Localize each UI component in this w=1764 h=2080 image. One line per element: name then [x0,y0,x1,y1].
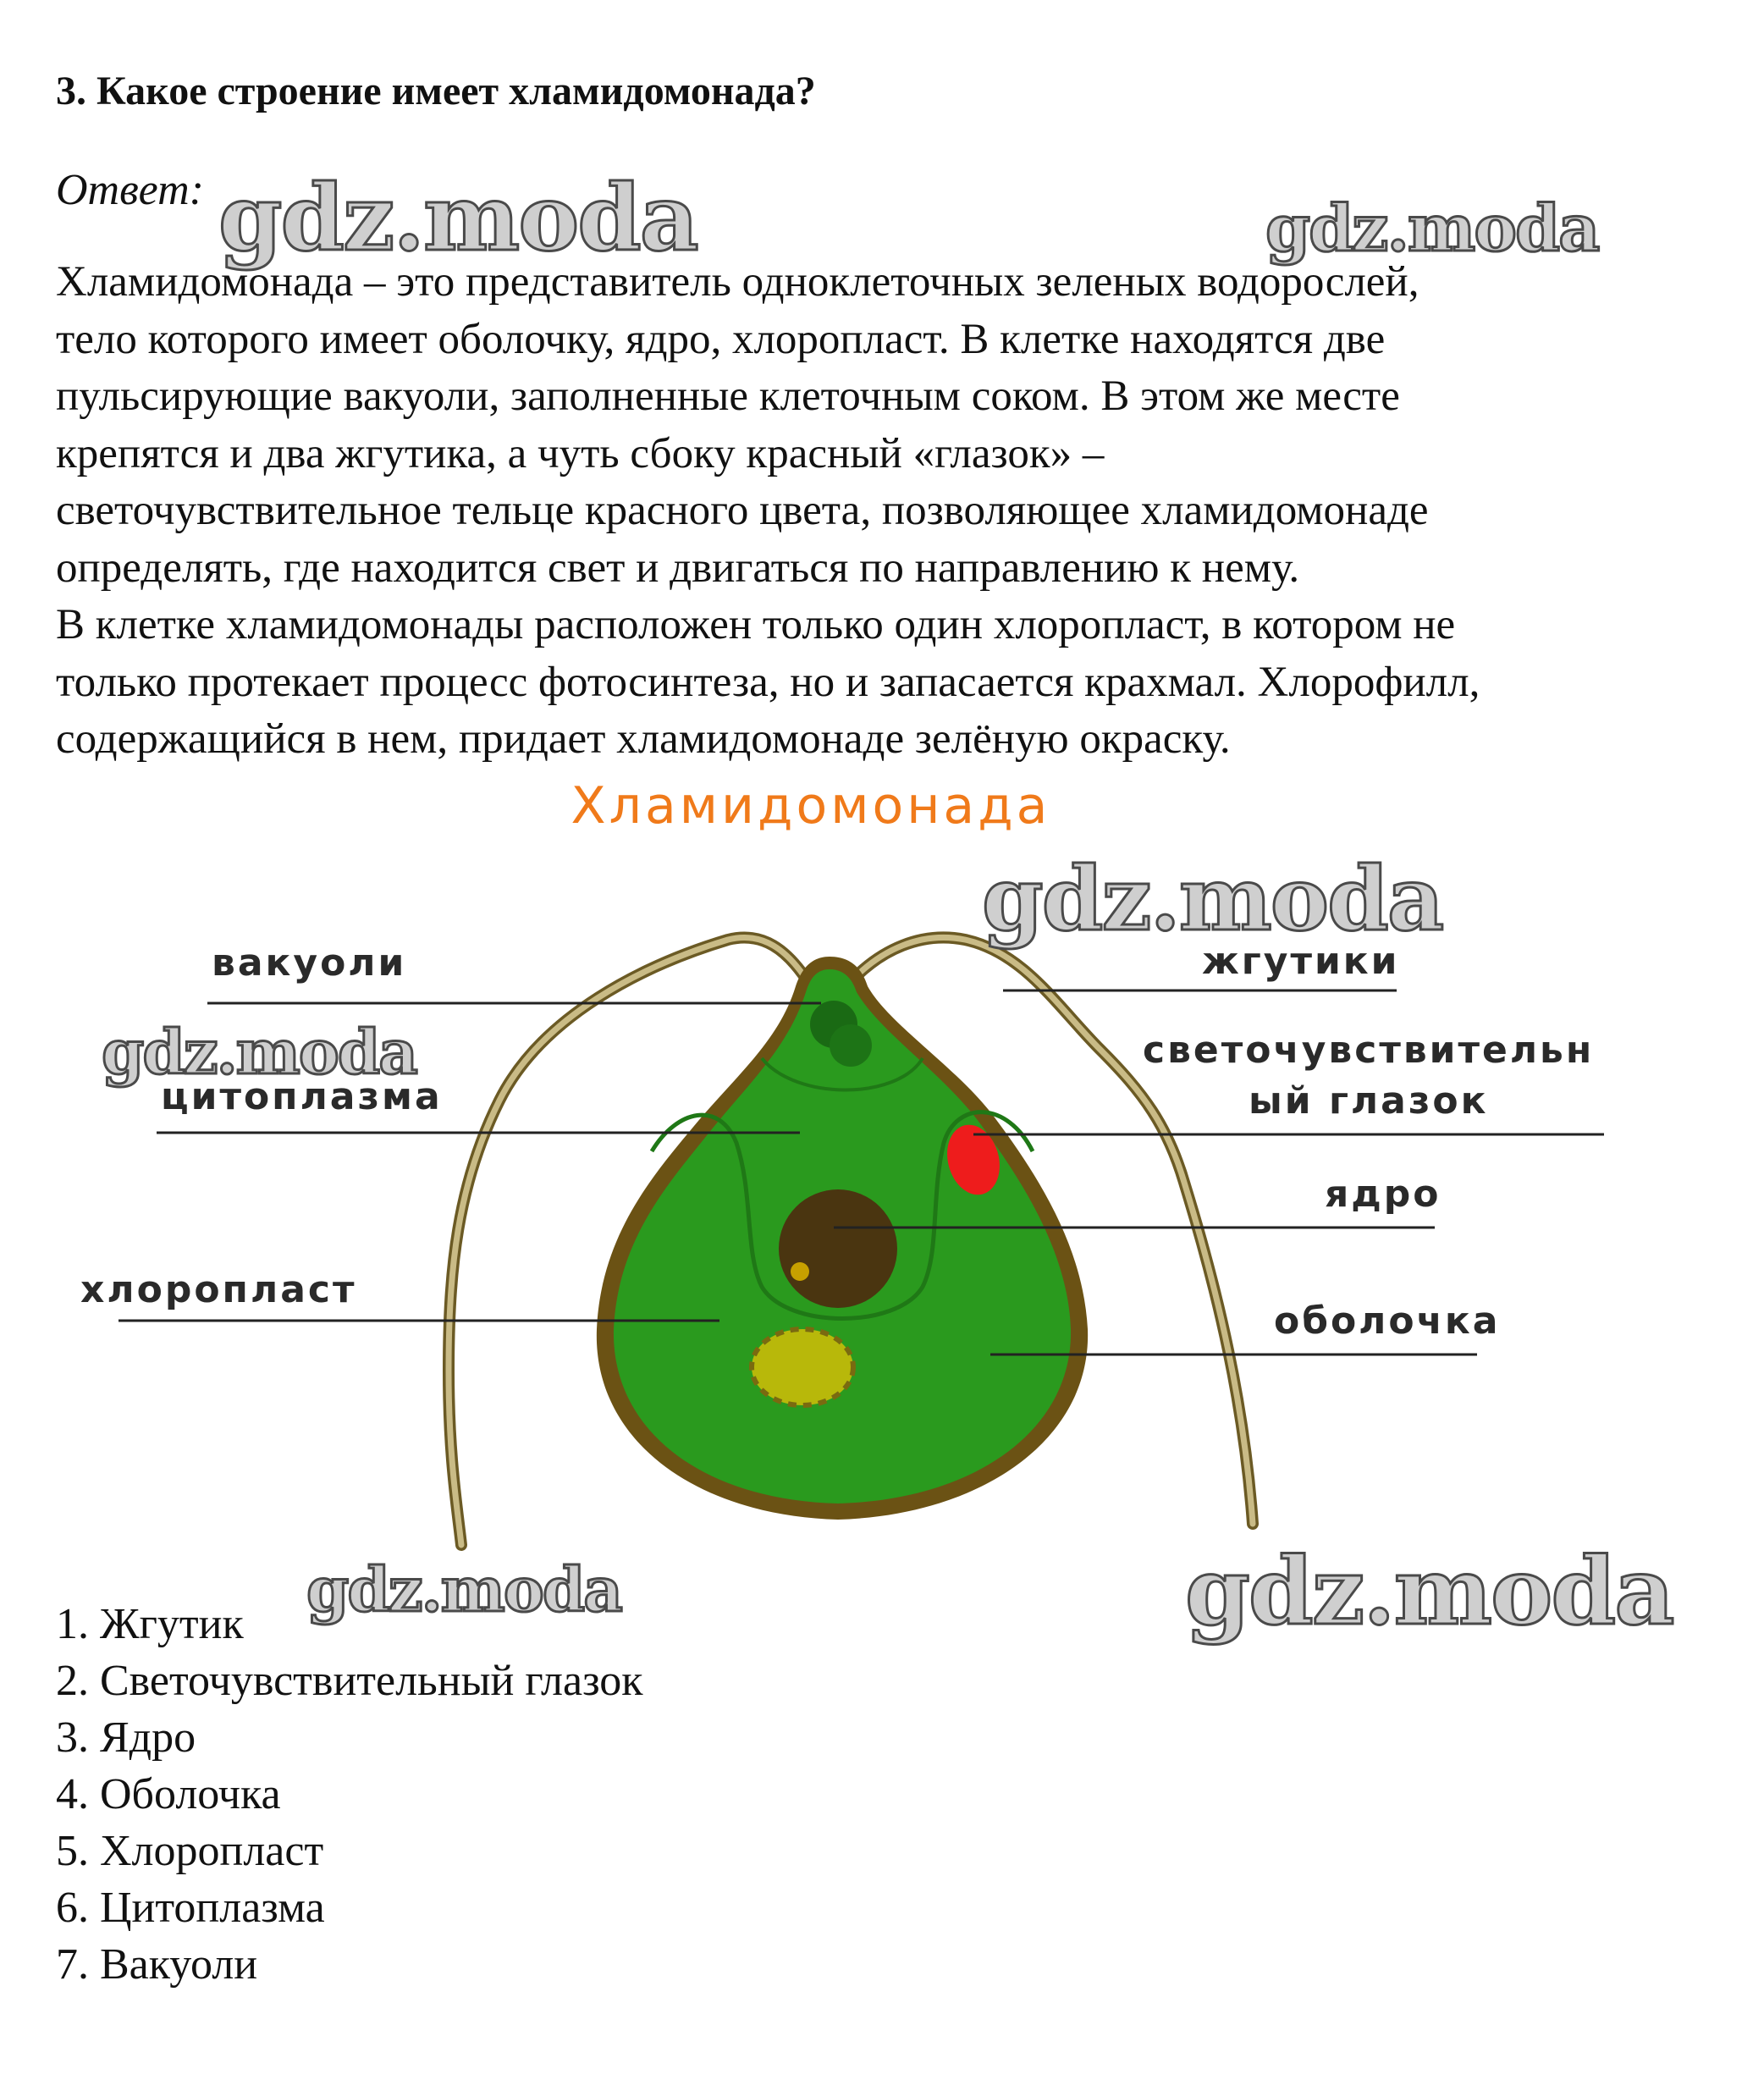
label-nucleus: ядро [1325,1172,1442,1216]
label-flagella: жгутики [1202,940,1400,983]
paragraph-line: Хламидомонада – это представитель одноклеточных зеленых водорослей, [56,258,1419,306]
paragraph-line: содержащийся в нем, придает хламидомонаде зелёную окраску. [56,715,1231,763]
watermark: gdz.moda [218,165,697,272]
label-cytoplasm: цитоплазма [161,1075,443,1118]
paragraph-line: светочувствительное тельце красного цвета, позволяющее хламидомонаде [56,487,1429,534]
paragraph-line: только протекает процесс фотосинтеза, но и запасается крахмал. Хлорофилл, [56,658,1480,706]
paragraph-line: В клетке хламидомонады расположен только один хлоропласт, в котором не [56,601,1456,648]
watermark: gdz.moda [1185,1537,1673,1646]
label-chloroplast: хлоропласт [80,1268,357,1311]
list-item: 5. Хлоропласт [56,1827,324,1875]
nucleolus [791,1262,809,1281]
label-eyespot-line2: ый глазок [1249,1079,1489,1123]
list-item: 4. Оболочка [56,1770,281,1818]
label-membrane: оболочка [1274,1299,1501,1343]
label-vacuoles: вакуоли [212,941,407,985]
paragraph-line: тело которого имеет оболочку, ядро, хлоропласт. В клетке находятся две [56,315,1386,363]
answer-paragraph [56,254,1732,769]
pyrenoid [752,1329,853,1405]
paragraph-line: определять, где находится свет и двигаться по направлению к нему. [56,543,1300,592]
watermark: gdz.moda [306,1553,621,1625]
paragraph-line: крепятся и два жгутика, а чуть сбоку красный «глазок» – [56,429,1105,477]
vacuole-2 [830,1024,872,1067]
list-item: 6. Цитоплазма [56,1884,325,1932]
list-item: 1. Жгутик [56,1600,244,1648]
parts-list [56,1596,643,1993]
label-eyespot-line1: светочувствительн [1143,1029,1595,1072]
paragraph-line: пульсирующие вакуоли, заполненные клеточным соком. В этом же месте [56,372,1400,420]
diagram-title: Хламидомонада [571,776,1051,836]
list-item: 2. Светочувствительный глазок [56,1657,643,1705]
answer-label: Ответ: [56,166,204,214]
list-item: 3. Ядро [56,1713,196,1762]
watermark: gdz.moda [1265,190,1599,266]
watermark: gdz.moda [982,847,1443,951]
question-title: 3. Какое строение имеет хламидомонада? [56,69,816,113]
list-item: 7. Вакуоли [56,1940,258,1989]
nucleus [779,1189,897,1308]
watermark: gdz.moda [102,1016,416,1088]
